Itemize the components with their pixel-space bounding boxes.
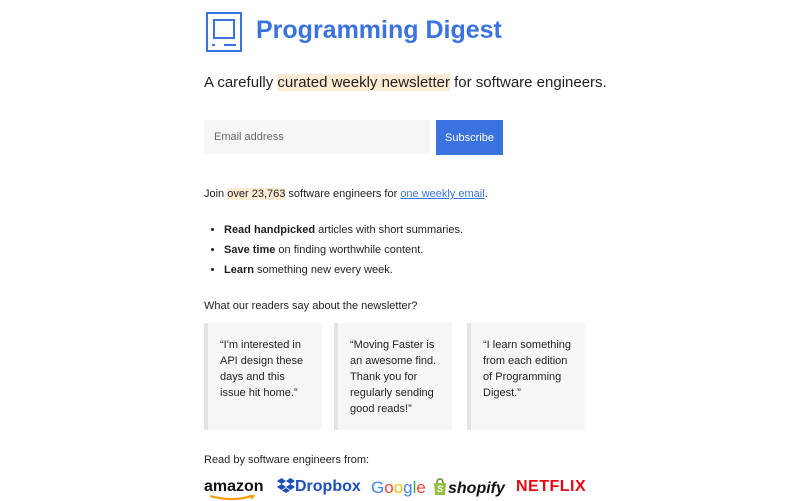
- dropbox-logo-text: Dropbox: [295, 478, 361, 495]
- amazon-logo: [204, 478, 264, 496]
- amazon-logo-text: amazon: [204, 478, 264, 495]
- join-text-start: Join: [204, 188, 228, 200]
- benefit-bold: Save time: [224, 244, 276, 256]
- one-weekly-email-link[interactable]: one weekly email: [400, 188, 485, 200]
- benefit-text: on finding worthwhile content.: [275, 244, 424, 256]
- google-letter: o: [384, 478, 394, 497]
- read-by-heading: Read by software engineers from:: [204, 454, 370, 466]
- amazon-smile-icon: [208, 495, 258, 501]
- svg-text:S: S: [437, 484, 444, 494]
- testimonial-card: “Moving Faster is an awesome find. Thank you for regularly sending good reads!”: [334, 323, 452, 430]
- subscribe-button[interactable]: Subscribe: [436, 120, 503, 155]
- google-letter: l: [412, 478, 417, 497]
- brand-title[interactable]: Programming Digest: [256, 16, 502, 44]
- join-text: [204, 188, 488, 200]
- tagline-text-end: for software engineers.: [449, 74, 607, 91]
- join-text-end: .: [484, 188, 488, 200]
- netflix-logo-text: NETFLIX: [516, 478, 587, 495]
- shopify-logo: [432, 478, 505, 498]
- list-item: [224, 241, 463, 261]
- google-letter: G: [371, 478, 385, 497]
- benefit-text: articles with short summaries.: [315, 224, 464, 236]
- shopify-logo-text: shopify: [448, 480, 505, 497]
- testimonials-heading: What our readers say about the newsletter?: [204, 300, 418, 312]
- dropbox-logo: [277, 478, 361, 496]
- google-logo-text: [371, 478, 426, 497]
- tagline: [204, 74, 607, 91]
- email-input[interactable]: [204, 120, 430, 154]
- google-letter: g: [403, 478, 413, 497]
- benefit-text: something new every week.: [253, 264, 393, 276]
- tagline-highlight: curated weekly newsletter: [277, 74, 450, 91]
- benefit-bold: Read handpicked: [224, 224, 316, 236]
- list-item: [224, 261, 463, 281]
- newspaper-icon: [206, 12, 242, 52]
- google-letter: o: [393, 478, 404, 497]
- testimonial-card: “I learn something from each edition of Programming Digest.”: [467, 323, 585, 430]
- testimonial-card: “I'm interested in API design these days and this issue hit home.”: [204, 323, 322, 430]
- shopping-bag-icon: [432, 478, 448, 496]
- dropbox-icon: [277, 478, 295, 494]
- list-item: [224, 221, 463, 241]
- join-text-middle: software engineers for: [285, 188, 401, 200]
- google-letter: e: [416, 478, 426, 497]
- benefit-bold: Learn: [224, 264, 254, 276]
- tagline-text: A carefully: [204, 74, 278, 91]
- google-logo: [371, 478, 426, 498]
- subscriber-count: over 23,763: [227, 188, 286, 200]
- benefits-list: [204, 221, 463, 281]
- netflix-logo: [516, 478, 586, 496]
